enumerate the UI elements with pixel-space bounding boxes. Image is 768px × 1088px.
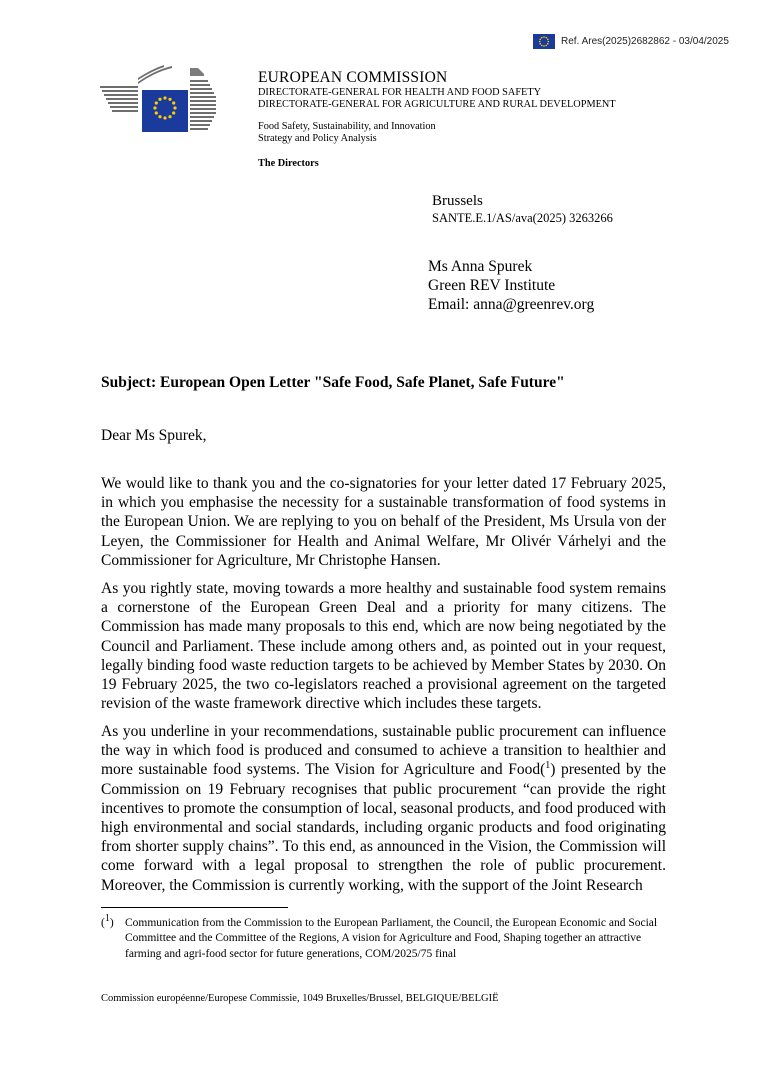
place: Brussels — [432, 193, 483, 209]
footnote-divider — [101, 907, 288, 908]
footnote — [101, 913, 666, 962]
addressee-organisation: Green REV Institute — [428, 277, 556, 294]
footer-address: Commission européenne/Europese Commissie, 1049 Bruxelles/Brussel, BELGIQUE/BELGIË — [101, 993, 499, 1004]
unit-line: Strategy and Policy Analysis — [258, 133, 377, 145]
directorate-agri: DIRECTORATE-GENERAL FOR AGRICULTURE AND RURAL DEVELOPMENT — [258, 98, 616, 110]
directors-label: The Directors — [258, 158, 319, 170]
subject-line: Subject: European Open Letter "Safe Food, Safe Planet, Safe Future" — [101, 374, 565, 391]
european-commission-logo-icon — [100, 64, 218, 136]
footnote-text: Communication from the Commission to the European Parliament, the Council, the European Economic and Social Committee and the Committee of the Regions, A vision for Agriculture and Food, Shaping together an attractive farming and agri-food sector for future generations, COM/2025/75 final — [125, 917, 658, 960]
paragraph-text: As you underline in your recommendations, sustainable public procurement can influence the way in which food is produced and consumed to achieve a transition to healthier and more sustainable food systems. The Vision for Agriculture and Food( — [101, 723, 666, 779]
institution-name: EUROPEAN COMMISSION — [258, 69, 448, 86]
body-paragraph: As you rightly state, moving towards a more healthy and sustainable food system remains a cornerstone of the European Green Deal and a priority for many citizens. The Commission has made many proposals to this end, which are now being negotiated by the Council and Parliament. These include among others and, as pointed out in your request, legally binding food waste reduction targets to be achieved by Member States by 2030. On 19 February 2025, the two co-legislators reached a provisional agreement on the targeted revision of the waste framework directive which includes these targets. — [101, 580, 666, 713]
body-paragraph — [101, 722, 666, 895]
ares-reference: Ref. Ares(2025)2682862 - 03/04/2025 — [561, 35, 729, 47]
body-paragraph: We would like to thank you and the co-signatories for your letter dated 17 February 2025, in which you emphasise the necessity for a sustainable transformation of food systems in the European Union. We are replying to you on behalf of the President, Ms Ursula von der Leyen, the Commissioner for Health and Animal Welfare, Mr Olivér Várhelyi and the Commissioner for Agriculture, Mr Christophe Hansen. — [101, 475, 666, 569]
addressee-name: Ms Anna Spurek — [428, 258, 533, 275]
addressee — [428, 257, 594, 314]
paragraph-text: ) presented by the Commission on 19 February recognises that public procurement “can provide the right incentives to promote the consumption of local, seasonal products, and food produced with high environmental and social standards, including organic products and food originating from shorter supply chains”. To this end, as announced in the Vision, the Commission will come forward with a legal proposal to strengthen the role of public procurement. Moreover, the Commission is currently working, with the support of the Joint Research — [101, 761, 666, 894]
addressee-email: Email: anna@greenrev.org — [428, 296, 595, 313]
footnote-reference: 1 — [545, 760, 551, 772]
directorate-sante: DIRECTORATE-GENERAL FOR HEALTH AND FOOD SAFETY — [258, 86, 542, 98]
salutation: Dear Ms Spurek, — [101, 427, 207, 444]
ares-stamp — [533, 33, 729, 49]
unit-line: Food Safety, Sustainability, and Innovation — [258, 121, 436, 133]
footnote-mark: ($^1$) — [101, 913, 114, 929]
reference-number: SANTE.E.1/AS/ava(2025) 3263266 — [432, 211, 613, 225]
eu-flag-icon — [533, 34, 555, 49]
letterhead — [258, 69, 616, 170]
